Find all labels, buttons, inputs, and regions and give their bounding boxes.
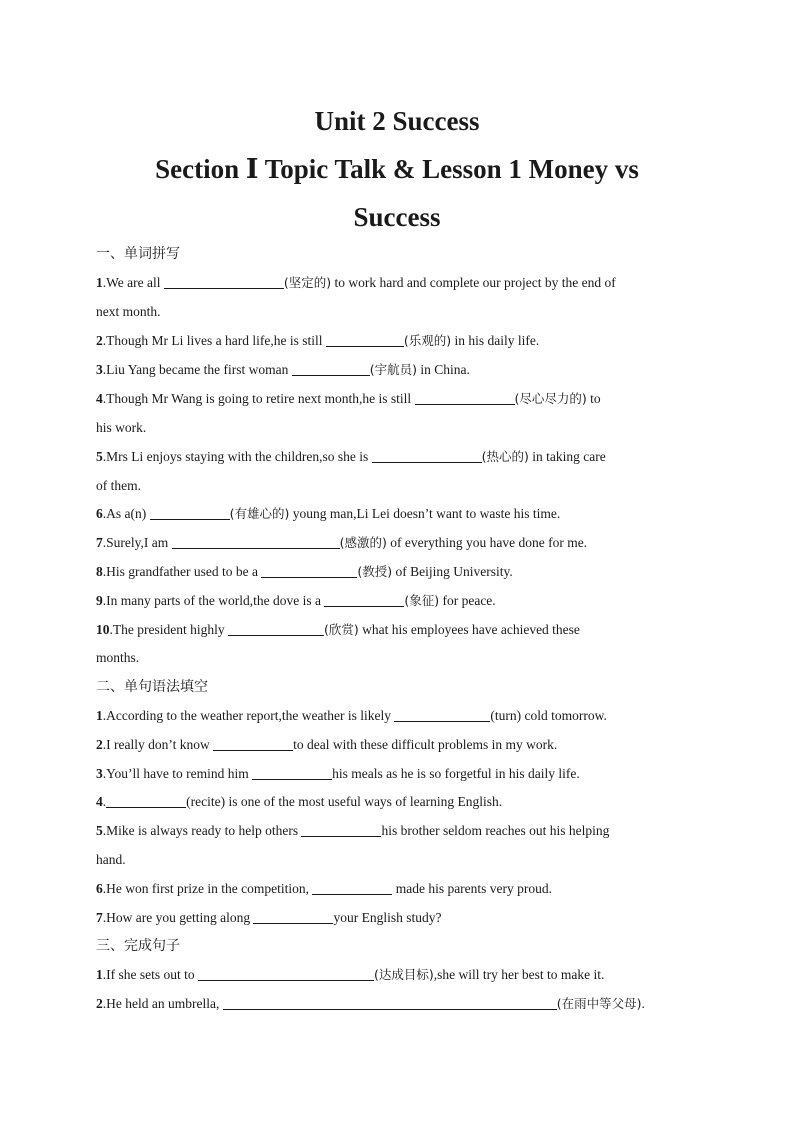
answer-blank[interactable]	[394, 707, 490, 722]
question-1-2: 2.Though Mr Li lives a hard life,he is still (乐观的) in his daily life.	[96, 333, 540, 348]
question-1-7: 7.Surely,I am (感激的) of everything you have done for me.	[96, 535, 588, 550]
page-subtitle: Section Ⅰ Topic Talk & Lesson 1 Money vs	[155, 154, 639, 184]
section-heading-complete-sentences: 三、完成句子	[96, 938, 180, 954]
answer-blank[interactable]	[172, 534, 340, 549]
answer-blank[interactable]	[106, 793, 186, 808]
answer-blank[interactable]	[213, 736, 293, 751]
answer-blank[interactable]	[415, 390, 515, 405]
question-1-6: 6.As a(n) (有雄心的) young man,Li Lei doesn’t want to waste his time.	[96, 506, 561, 521]
answer-blank[interactable]	[150, 505, 230, 520]
question-1-9: 9.In many parts of the world,the dove is a (象征) for peace.	[96, 593, 496, 608]
answer-blank[interactable]	[164, 274, 284, 289]
answer-blank[interactable]	[372, 448, 482, 463]
question-1-4-cont: his work.	[96, 420, 147, 435]
question-2-1: 1.According to the weather report,the weather is likely (turn) cold tomorrow.	[96, 708, 607, 723]
section-heading-grammar: 二、单句语法填空	[96, 679, 208, 695]
question-1-5-cont: of them.	[96, 478, 141, 493]
question-2-3: 3.You’ll have to remind him his meals as he is so forgetful in his daily life.	[96, 766, 580, 781]
page-subtitle-cont: Success	[353, 202, 441, 232]
question-1-3: 3.Liu Yang became the first woman (宇航员) in China.	[96, 362, 470, 377]
answer-blank[interactable]	[252, 765, 332, 780]
question-1-1: 1.We are all (坚定的) to work hard and complete our project by the end of	[96, 275, 616, 290]
question-1-10: 10.The president highly (欣赏) what his employees have achieved these	[96, 622, 580, 637]
question-2-5-cont: hand.	[96, 852, 126, 867]
question-2-2: 2.I really don’t know to deal with these difficult problems in my work.	[96, 737, 558, 752]
question-1-1-cont: next month.	[96, 304, 161, 319]
answer-blank[interactable]	[324, 592, 404, 607]
question-2-7: 7.How are you getting along your English study?	[96, 910, 442, 925]
answer-blank[interactable]	[312, 880, 392, 895]
answer-blank[interactable]	[223, 995, 557, 1010]
answer-blank[interactable]	[326, 332, 404, 347]
section-heading-spelling: 一、单词拼写	[96, 246, 180, 262]
question-3-2: 2.He held an umbrella, (在雨中等父母).	[96, 996, 645, 1011]
answer-blank[interactable]	[301, 822, 381, 837]
question-3-1: 1.If she sets out to (达成目标),she will try her best to make it.	[96, 967, 605, 982]
question-1-10-cont: months.	[96, 650, 140, 665]
question-2-6: 6.He won first prize in the competition, made his parents very proud.	[96, 881, 553, 896]
question-1-5: 5.Mrs Li enjoys staying with the children,so she is (热心的) in taking care	[96, 449, 606, 464]
question-1-4: 4.Though Mr Wang is going to retire next month,he is still (尽心尽力的) to	[96, 391, 601, 406]
question-1-8: 8.His grandfather used to be a (教授) of Beijing University.	[96, 564, 513, 579]
answer-blank[interactable]	[253, 909, 333, 924]
answer-blank[interactable]	[292, 361, 370, 376]
question-2-5: 5.Mike is always ready to help others his brother seldom reaches out his helping	[96, 823, 610, 838]
page-title: Unit 2 Success	[314, 106, 480, 136]
answer-blank[interactable]	[228, 621, 324, 636]
answer-blank[interactable]	[198, 966, 374, 981]
answer-blank[interactable]	[261, 563, 357, 578]
question-2-4: 4. (recite) is one of the most useful ways of learning English.	[96, 794, 503, 809]
